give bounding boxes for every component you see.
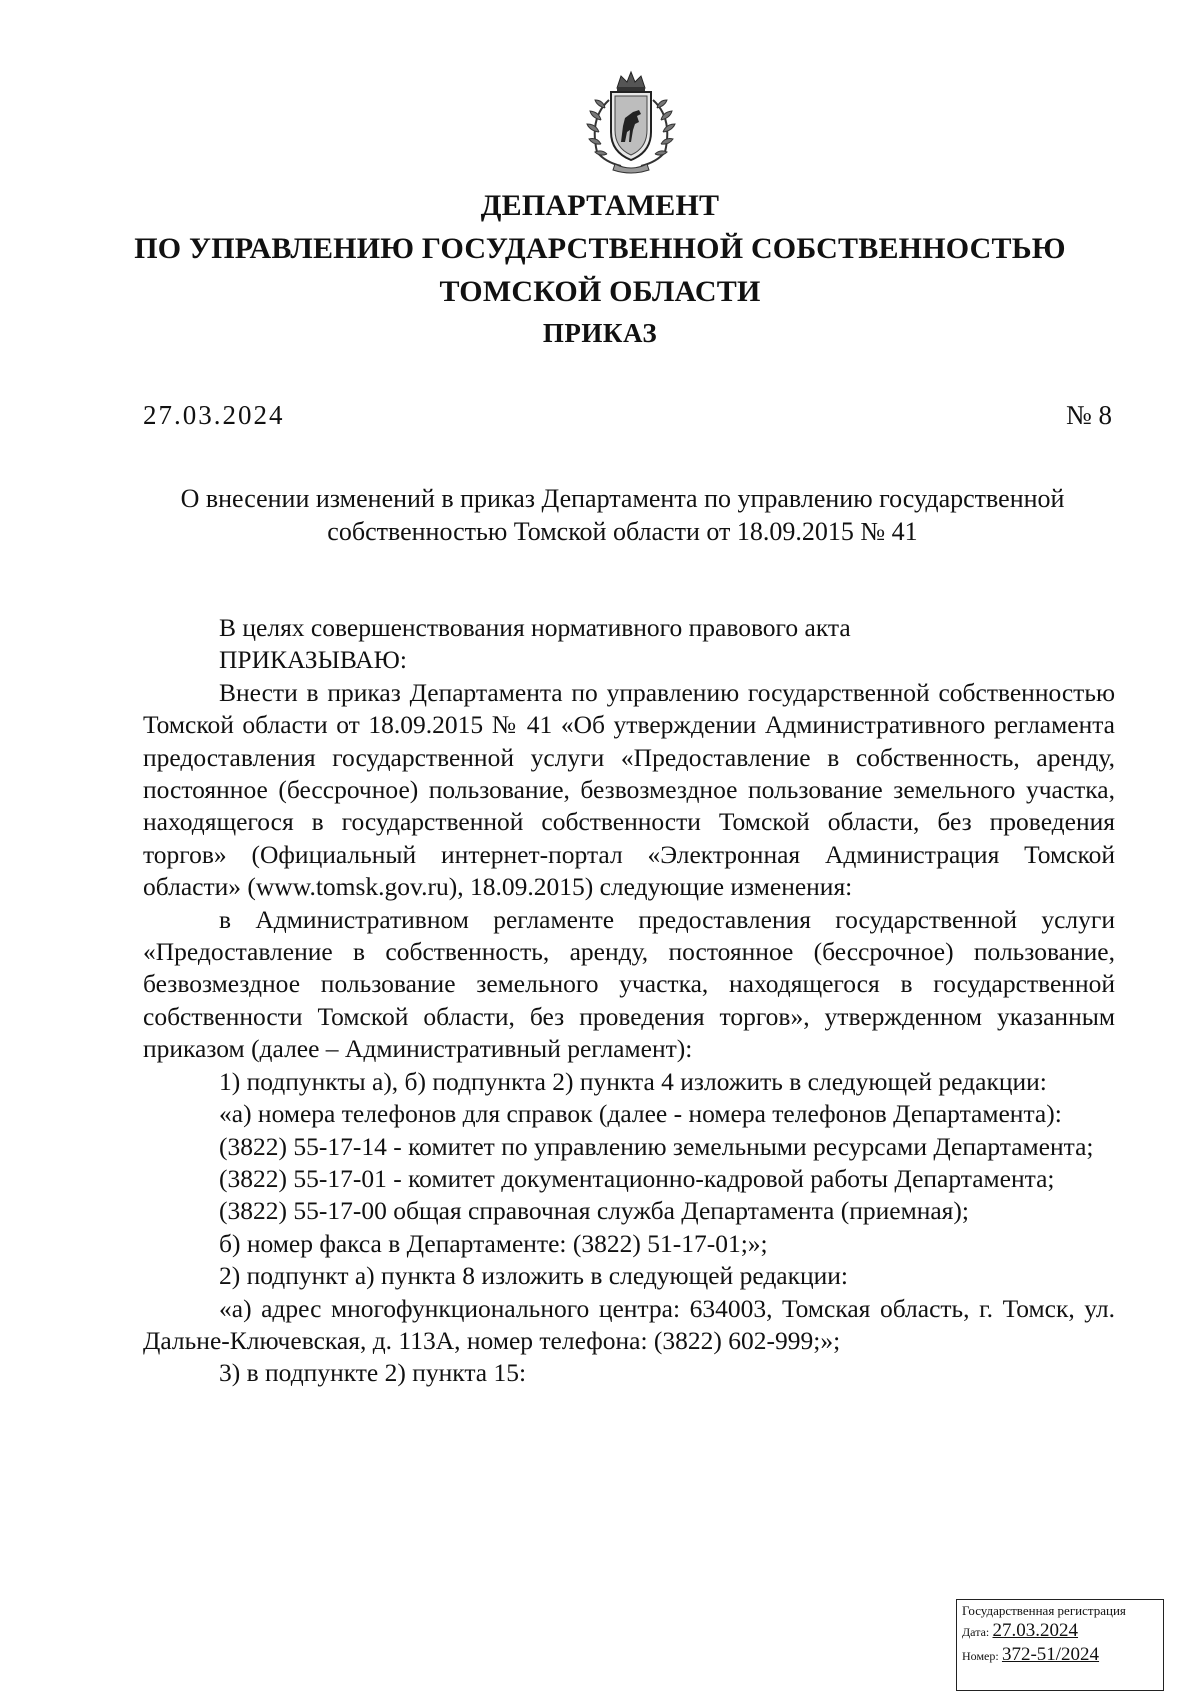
registration-stamp (956, 1599, 1164, 1691)
org-line-2: ПО УПРАВЛЕНИЮ ГОСУДАРСТВЕННОЙ СОБСТВЕННОСТЬЮ (134, 232, 1066, 265)
stamp-number-row (962, 1643, 1158, 1667)
body-paragraph: Внести в приказ Департамента по управлению государственной собственностью Томской области от 18.09.2015 № 41 «Об утверждении Административного регламента предоставления государственной услуги «Предоставление в собственность, аренду, постоянное (бессрочное) пользование, безвозмездное пользование земельного участка, находящегося в государственной собственности Томской области, без проведения торгов» (Официальный интернет-портал «Электронная Администрация Томской области» (www.tomsk.gov.ru), 18.09.2015) следующие изменения: (143, 677, 1115, 902)
body-paragraph: (3822) 55-17-01 - комитет документационно-кадровой работы Департамента; (219, 1163, 1055, 1193)
body-paragraph: «а) адрес многофункционального центра: 634003, Томская область, г. Томск, ул. Дальне-Ключевская, д. 113А, номер телефона: (3822) 602-999;»; (143, 1293, 1115, 1355)
stamp-number-value: 372-51/2024 (1001, 1644, 1100, 1665)
document-date: 27.03.2024 (143, 400, 285, 430)
document-number: № 8 (1065, 400, 1112, 430)
document-body (143, 612, 1115, 1390)
body-paragraph: 2) подпункт а) пункта 8 изложить в следующей редакции: (219, 1261, 849, 1291)
stamp-number-label: Номер: (962, 1649, 999, 1663)
body-paragraph: «а) номера телефонов для справок (далее - номера телефонов Департамента): (219, 1099, 1062, 1129)
document-type-title: ПРИКАЗ (542, 318, 658, 348)
stamp-date-label: Дата: (962, 1625, 990, 1640)
stamp-title: Государственная регистрация (962, 1603, 1126, 1618)
org-line-3: ТОМСКОЙ ОБЛАСТИ (439, 275, 761, 308)
document-subject (130, 482, 1115, 548)
body-paragraph: ПРИКАЗЫВАЮ: (219, 645, 407, 675)
org-line-1: ДЕПАРТАМЕНТ (480, 189, 720, 222)
stamp-date-row (962, 1619, 1158, 1643)
organization-name (0, 184, 1200, 313)
body-paragraph: (3822) 55-17-00 общая справочная служба Департамента (приемная); (219, 1196, 969, 1226)
stamp-date-value: 27.03.2024 (992, 1620, 1079, 1642)
body-paragraph: (3822) 55-17-14 - комитет по управлению земельными ресурсами Департамента; (219, 1131, 1094, 1161)
subject-line-1: О внесении изменений в приказ Департамента по управлению государственной (180, 484, 1065, 513)
body-paragraph: б) номер факса в Департаменте: (3822) 51-17-01;»; (219, 1228, 768, 1258)
body-paragraph: В целях совершенствования нормативного правового акта (219, 613, 851, 642)
body-paragraph: в Административном регламенте предоставления государственной услуги «Предоставление в собственность, аренду, постоянное (бессрочное) пользование, безвозмездное пользование земельного участка, находящегося в государственной собственности Томской области, без проведения торгов», утвержденном указанным приказом (далее – Административный регламент): (143, 904, 1115, 1064)
coat-of-arms-icon (575, 70, 687, 174)
subject-line-2: собственностью Томской области от 18.09.2015 № 41 (327, 517, 918, 546)
body-paragraph: 3) в подпункте 2) пункта 15: (219, 1358, 527, 1388)
body-paragraph: 1) подпункты а), б) подпункта 2) пункта 4 изложить в следующей редакции: (219, 1066, 1047, 1096)
